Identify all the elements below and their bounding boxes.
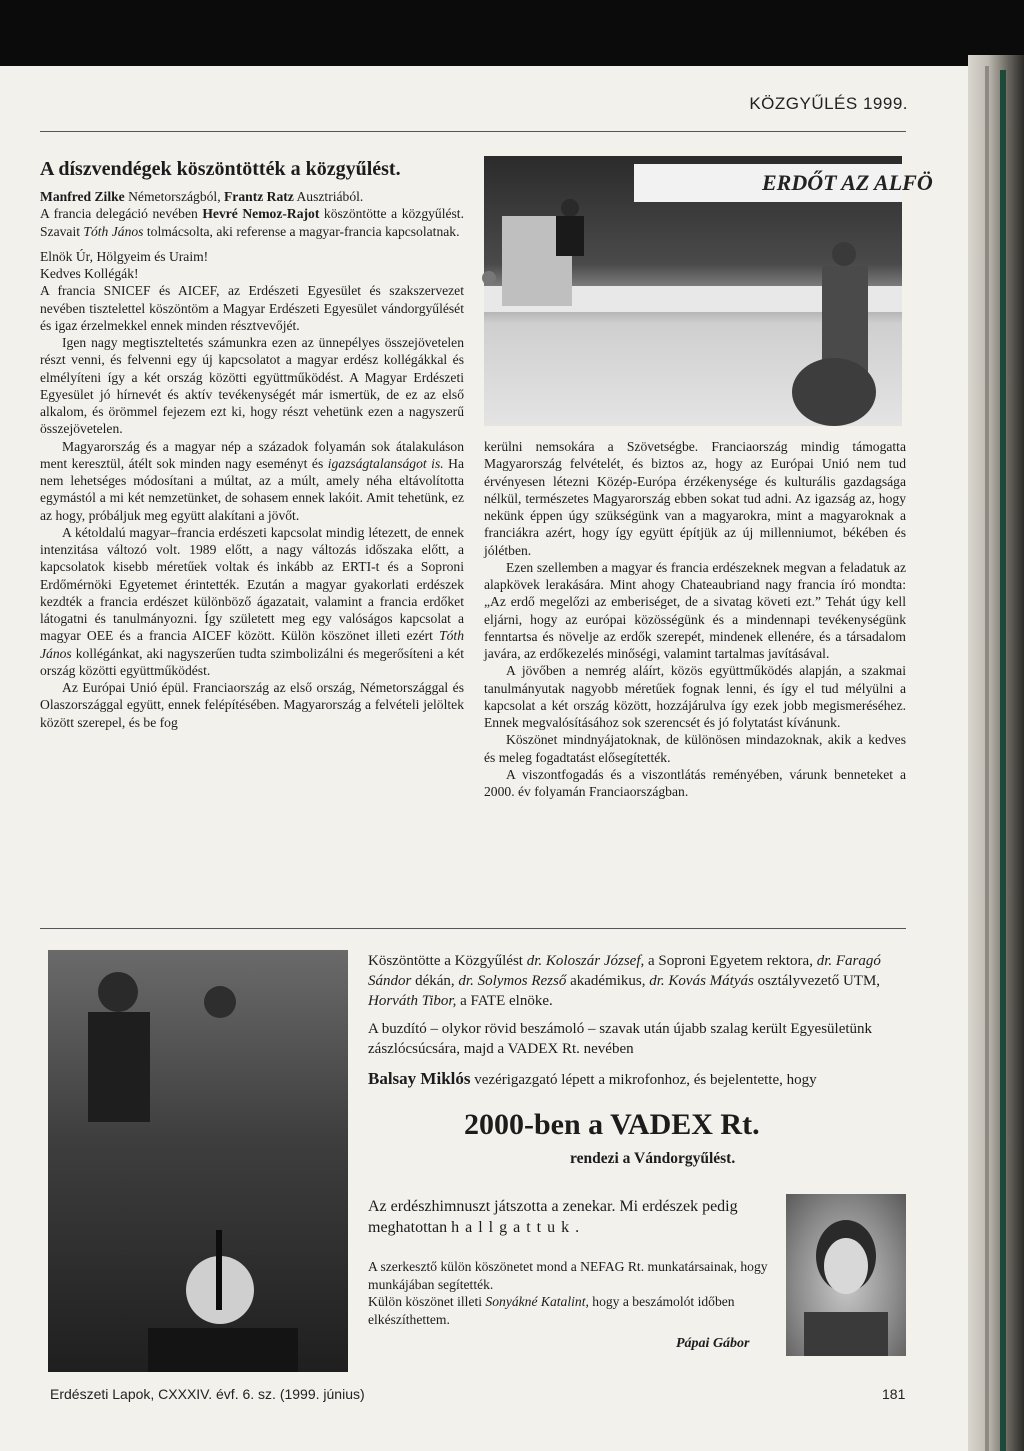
greet-f: dr. Solymos Rezső (458, 972, 567, 989)
speaker-body (556, 216, 584, 256)
page-number: 181 (882, 1386, 906, 1402)
figure-1-head (98, 972, 138, 1012)
banner-text: ERDŐT AZ ALFÖ (762, 170, 933, 195)
signature: Pápai Gábor (676, 1336, 750, 1351)
thanks-text-1: A szerkesztő külön köszönetet mond a NEFAG Rt. munkatársainak, hogy munkájában segítették. (368, 1259, 768, 1292)
left-paragraph-2: Igen nagy megtiszteltetés számunkra ezen az ünnepélyes összejövetelen részt venni, és felvenni egy új kapcsolatot a magyar erdész kollégákkal és elmélyíteni így a két ország közötti együttműködést. A Magyar Erdészeti Egyesület jó hírnevét és aktív tevékenységét már ismertük, de ez az első alkalom, és örömmel fejezem ezt ki, hogy részt vehetünk ezen a nagyszerű összejövetelen. (40, 335, 464, 437)
right-paragraph-5: A viszontfogadás és a viszontlátás reményében, várunk benneteket a 2000. év folyamán Franciaországban. (484, 766, 906, 799)
intro-name: Hevré Nemoz-Rajot (202, 206, 320, 222)
lp4b: Tóth János (40, 628, 464, 661)
section-rule (40, 928, 906, 929)
thanks2b: Sonyákné Katalint, (485, 1294, 589, 1310)
intro-c: köszöntötte a közgyűlést. Szavait (40, 206, 464, 239)
greet-d: dr. Faragó Sándor (368, 953, 881, 989)
greet-k: a FATE elnöke. (456, 992, 553, 1009)
binding-band (1000, 70, 1006, 1451)
subtitle-text-2: Ausztriából. (293, 189, 364, 204)
intro-paragraph (40, 205, 464, 240)
greeting-paragraph (368, 952, 908, 1011)
greet-h: dr. Kovás Mátyás (649, 972, 754, 989)
lp4a: A kétoldalú magyar–francia erdészeti kapcsolat mindig létezett, de ennek intenzitása változó volt. 1989 előtt, a nagy változás időszaka előtt, a kapcsolatok kisebb méretűek voltak és inkább az ERTI-t és a Soproni Erdőmérnöki Egyetemet érintették. Ezután a magyar gyakorlati erdészek kezdték a francia erdészet különböző ágazatait, valamint a francia erdőket látogatni és tanulmányozni. Így született meg egy valóságos kapcsolat a magyar OEE és a francia AICEF között. Külön köszönet illeti ezért (40, 524, 464, 644)
portrait-photo (786, 1194, 906, 1356)
lp3a: Magyarország és a magyar nép a századok folyamán sok átalakuláson ment keresztül, átélt sok minden nagy eseményt és (40, 438, 464, 471)
plant-shape (792, 358, 876, 426)
ribbon-text: A buzdító – olykor rövid beszámoló – szavak után újabb szalag került Egyesületünk zászlócsúcsára, majd a VADEX Rt. nevében (368, 1021, 873, 1057)
announcement-line (368, 1068, 908, 1091)
podium-photo-drawing (484, 156, 933, 426)
speaker-microphone-photo (48, 950, 348, 1372)
headline: 2000-ben a VADEX Rt. (464, 1108, 760, 1141)
lp3c: Ha nem lehetséges módosítani a múltat, az a múlt, amely néha eltávolította egymástól a mi két nemzetünket, de sohasem ennek lakóit. Amit tehetünk, ez az hogy, próbáljuk meg együtt alakítani a jövőt. (40, 455, 464, 523)
article-left-column (40, 158, 464, 731)
shoulders-shape (804, 1312, 888, 1356)
announcement-text (368, 1068, 908, 1091)
figure-1-body (88, 1012, 150, 1122)
salutation-2: Kedves Kollégák! (40, 266, 139, 281)
left-paragraph-5: Az Európai Unió épül. Franciaország az első ország, Németországgal és Olaszországgal együtt, ennek felépítésében. Magyarország a felvételi jelöltek között szerepel, és be fog (40, 680, 464, 730)
article-title: A díszvendégek köszöntötték a közgyűlést. (40, 158, 401, 180)
headline-sub: rendezi a Vándorgyűlést. (570, 1150, 736, 1167)
microphone-stand (216, 1230, 222, 1310)
announce-rest: vezérigazgató lépett a mikrofonhoz, és bejelentette, hogy (470, 1072, 817, 1088)
left-paragraph-4 (40, 524, 464, 679)
thanks2a: Külön köszönet illeti (368, 1294, 486, 1310)
figure-2-head (204, 986, 236, 1018)
right-paragraph-2: Ezen szellemben a magyar és francia erdészeknek megvan a feladatuk az alapkövek lerakására. Mint ahogy Chateaubriand nagy francia író mondta: „Az erdő megelőzi az emberiséget, de a sivatag követi ezt.” Tehát úgy kell eljárni, hogy az európai közösségünk és a mindennapi tevékenységünk fenntartsa és növelje az erdők szerepét, mindenek ellenére, és a társadalom javára, az erdőkezelés minőségi, valamint tartalmas javításával. (484, 559, 906, 661)
greet-j: Horváth Tibor, (368, 992, 457, 1009)
greet-a: Köszöntötte a Közgyűlést (368, 953, 527, 969)
book-spine (968, 55, 1024, 1451)
guest-name-2: Frantz Ratz (224, 189, 294, 204)
thanks2c: hogy a beszámolót időben elkészíthettem. (368, 1294, 735, 1328)
article-subtitle (40, 188, 464, 205)
left-paragraph-1: A francia SNICEF és AICEF, az Erdészeti Egyesület és szakszervezet nevében tisztelettel köszöntöm a Magyar Erdészeti Egyesület vándorgyűlését és igaz érzelmekkel ennek minden résztvevőjét. (40, 283, 464, 333)
lp4c: kollégánkat, aki nagyszerűen tudta szimbolizálni és megerősíteni a két ország közötti együttműködést. (40, 645, 464, 678)
face-shape (824, 1238, 868, 1294)
intro-a: A francia delegáció nevében (40, 206, 203, 222)
intro-interpreter: Tóth János (83, 223, 144, 239)
greet-c: a Soproni Egyetem rektora, (644, 953, 817, 969)
spacer (40, 240, 464, 248)
greeting-text (368, 952, 908, 1011)
running-head: KÖZGYŰLÉS 1999. (749, 94, 908, 113)
right-paragraph-1: kerülni nemsokára a Szövetségbe. Franciaország mindig támogatta Magyarország felvételét, és biztos az, hogy az Európai Unió nem tud érvényesen létezni Közép-Európa érzékenysége és kulturális gazdagsága nélkül, természetes Magyarország ebben sokat tud adni. Az igazság az, hogy nekünk éppen úgy szükségünk van a magyarokra, mint a magyaroknak a franciákra azért, hogy így együtt építjük az új millenniumot, békében és jólétben. (484, 439, 906, 558)
podium-speech-photo (484, 156, 933, 426)
logo-mark (482, 271, 496, 285)
journal-footer: Erdészeti Lapok, CXXXIV. évf. 6. sz. (1999. június) (50, 1386, 365, 1402)
page-edge (985, 66, 989, 1451)
subtitle-text-1: Németországból, (124, 189, 224, 204)
salutation-1: Elnök Úr, Hölgyeim és Uraim! (40, 248, 209, 264)
greet-b: dr. Koloszár József, (526, 953, 645, 969)
thanks-paragraph (368, 1258, 778, 1329)
left-paragraph-3 (40, 438, 464, 524)
ribbon-paragraph (368, 1020, 908, 1060)
speaker-head (561, 199, 579, 217)
speaker-body (148, 1328, 298, 1372)
intro-e: tolmácsolta, aki referense a magyar-francia kapcsolatnak. (143, 223, 460, 239)
article-right-column (484, 438, 906, 800)
anthem-b: hallgattuk. (451, 1219, 586, 1237)
anthem-a: Az erdészhimnuszt játszotta a zenekar. Mi erdészek pedig meghatottan (368, 1198, 738, 1237)
lp3b: igazságtalanságot is. (327, 455, 444, 471)
right-paragraph-3: A jövőben a nemrég aláírt, közös együttműködés alapján, a szakmai tanulmányutak nagyobb méretűek fognak lenni, és így el tud mélyülni a kapcsolat a két ország között, hozzájárulva így ezek jobb megismeréséhez. Ennek megvalósításához sok szerencsét és jó folytatást kívánunk. (484, 663, 906, 730)
woman-head (832, 242, 856, 266)
portrait-drawing (786, 1194, 906, 1356)
greet-g: akadémikus, (566, 972, 650, 989)
greet-e: dékán, (411, 972, 459, 989)
announcer-name: Balsay Miklós (368, 1069, 471, 1088)
right-paragraph-4: Köszönet mindnyájatoknak, de különösen mindazoknak, akik a kedves és meleg fogadtatást elősegítették. (484, 732, 906, 765)
microphone-photo-drawing (48, 950, 348, 1372)
anthem-text (368, 1196, 778, 1238)
anthem-paragraph (368, 1196, 778, 1238)
guest-name-1: Manfred Zilke (40, 189, 125, 204)
greet-i: osztályvezető UTM, (753, 972, 881, 989)
header-rule (40, 131, 906, 132)
thanks-text-2 (368, 1293, 778, 1328)
